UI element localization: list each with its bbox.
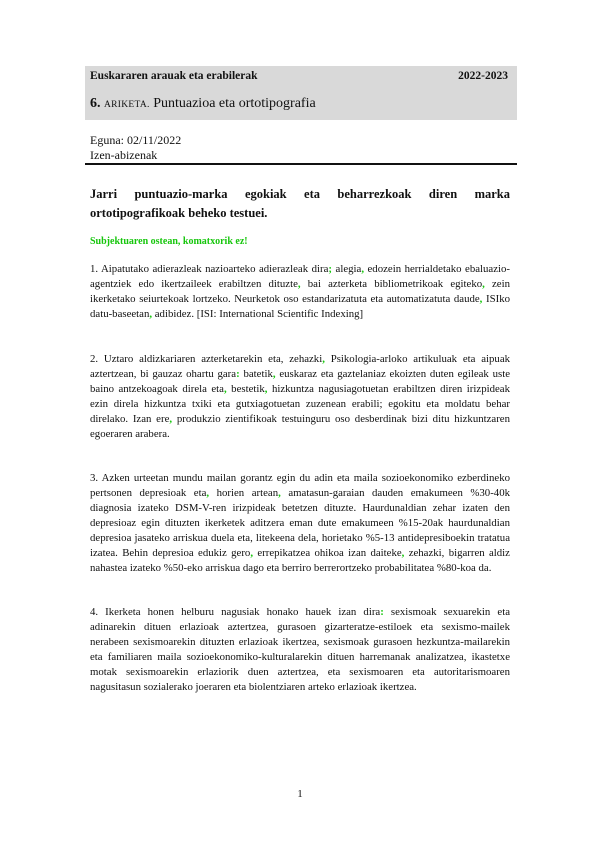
correction-mark: , [223, 383, 227, 395]
paragraph-4 [90, 605, 510, 695]
correction-mark: , [169, 413, 173, 425]
paragraph-3 [90, 471, 510, 576]
name-field: Izen-abizenak [90, 148, 158, 162]
correction-mark: , [272, 368, 276, 380]
text-segment: 3. Azken urteetan mundu mailan gorantz egin du adin eta maila sozioekonomiko ezberdineko pertsonen depresioak eta [90, 472, 510, 499]
correction-mark: : [236, 368, 240, 380]
text-segment: adibidez. [ISI: International Scientific Indexing] [152, 308, 364, 320]
text-segment: errepikatzea ohikoa izan daiteke [253, 547, 402, 559]
correction-mark: , [264, 383, 268, 395]
exercise-heading [90, 96, 316, 112]
correction-mark: ; [328, 263, 333, 275]
correction-mark: , [479, 293, 483, 305]
text-segment: Psikologia-arloko artikuluak eta aipuak aztertzean, bi gauzaz ohartu gara [90, 353, 511, 380]
text-segment: 2. Uztaro aldizkariaren azterketarekin eta, zehazki [90, 353, 323, 365]
instructions: Jarri puntuazio-marka egokiak eta beharrezkoak diren marka ortotipografikoak beheko testuei. [90, 187, 510, 220]
paragraph-2 [90, 352, 510, 442]
exercise-title: Puntuazioa eta ortotipografia [153, 96, 316, 111]
text-segment: amatasun-garaian dauden emakumeen %30-40k diagnosia izateko DSM-V-ren irizpideak betetzen dituzte. Haurdunaldian zehar izaten den depresioaz egin dituzten ikerketek aditzera eman dute emakumeen %15-20ak haurdunaldian depresioa jasateko arriskua duela eta, litekeena dela, horietako %5-13 antidepresiboekin tratatua izatea. Behin depresioa edukiz gero [90, 487, 510, 559]
text-segment: produkzio zientifikoak testuinguru oso desberdinak bizi ditu hizkuntzaren egoeraren arabera. [90, 413, 510, 440]
correction-mark: , [250, 547, 254, 559]
correction-mark: , [482, 278, 485, 290]
text-segment: horien artean [209, 487, 279, 499]
text-segment: 1. Aipatutako adierazleak nazioarteko adierazleak dira [90, 263, 329, 275]
correction-mark: , [149, 308, 153, 320]
academic-year: 2022-2023 [458, 70, 508, 82]
text-segment: edozein herrialdetako ebaluazio-agentziek edo ikertzaileek erabiltzen dituzte [90, 263, 510, 290]
page-number: 1 [297, 788, 303, 800]
text-segment: sexismoak sexuarekin eta adinarekin dituen erlazioak aztertzea, gurasoen gizarteratze-estiloek eta sexismo-mailek nerabeen sexismoarekin dituzten erlazioak ikertzea, sexismoak gurasoen hezkuntza-mailarekin eta familiaren maila sozioekonomiko-kulturalarekin dituen harremanak analizatzea, ikastetxe motak sexismoarekin erlaziorik duen aztertzea, eta sexismoaren eta autoritarismoaren nagusitasun sozialerako joeraren eta biolentziaren arteko erlazioak ikertzea. [90, 606, 510, 693]
text-segment: zehazki, bigarren aldiz nahastea izateko %50-eko arriskua dago eta berriro berrerortzeko probabilitatea %80-koa da. [90, 547, 510, 574]
correction-mark: , [322, 353, 325, 365]
text-segment: euskaraz eta gaztelaniaz ekoizten duten egileak uste baino antzekoagoak direla eta [90, 368, 510, 395]
date-field: Eguna: 02/11/2022 [90, 133, 182, 147]
text-segment: hizkuntza nagusiagotuetan erabiltzen diren irizpideak ezin direla hizkuntza txiki eta gutxiagotuetan zuzenean erabili; egokitu eta moldatu behar direlako. Izan ere [90, 383, 510, 425]
text-segment: batetik [239, 368, 273, 380]
text-segment: 4. Ikerketa honen helburu nagusiak honako hauek izan dira [90, 606, 381, 618]
text-segment: bestetik [226, 383, 265, 395]
correction-mark: , [401, 547, 405, 559]
paragraph-1 [90, 262, 510, 322]
course-title: Euskararen arauak eta erabilerak [90, 70, 258, 82]
correction-mark: , [361, 263, 365, 275]
correction-note: Subjektuaren ostean, komatxorik ez! [90, 236, 248, 247]
correction-mark: , [206, 487, 210, 499]
text-segment: ISIko datu-baseetan [90, 293, 510, 320]
text-segment: alegia [332, 263, 362, 275]
text-segment: zein ikerketako seiurtekoak lortzeko. Neurketok oso estandarizatuta eta automatizatuta daude [90, 278, 510, 305]
text-segment: bai azterketa bibliometrikoak egiteko [300, 278, 483, 290]
exercise-kind: ARIKETA. [104, 100, 150, 110]
exercise-number: 6. [90, 96, 101, 111]
correction-mark: : [380, 606, 384, 618]
correction-mark: , [278, 487, 281, 499]
correction-mark: , [297, 278, 301, 290]
divider [85, 163, 517, 165]
